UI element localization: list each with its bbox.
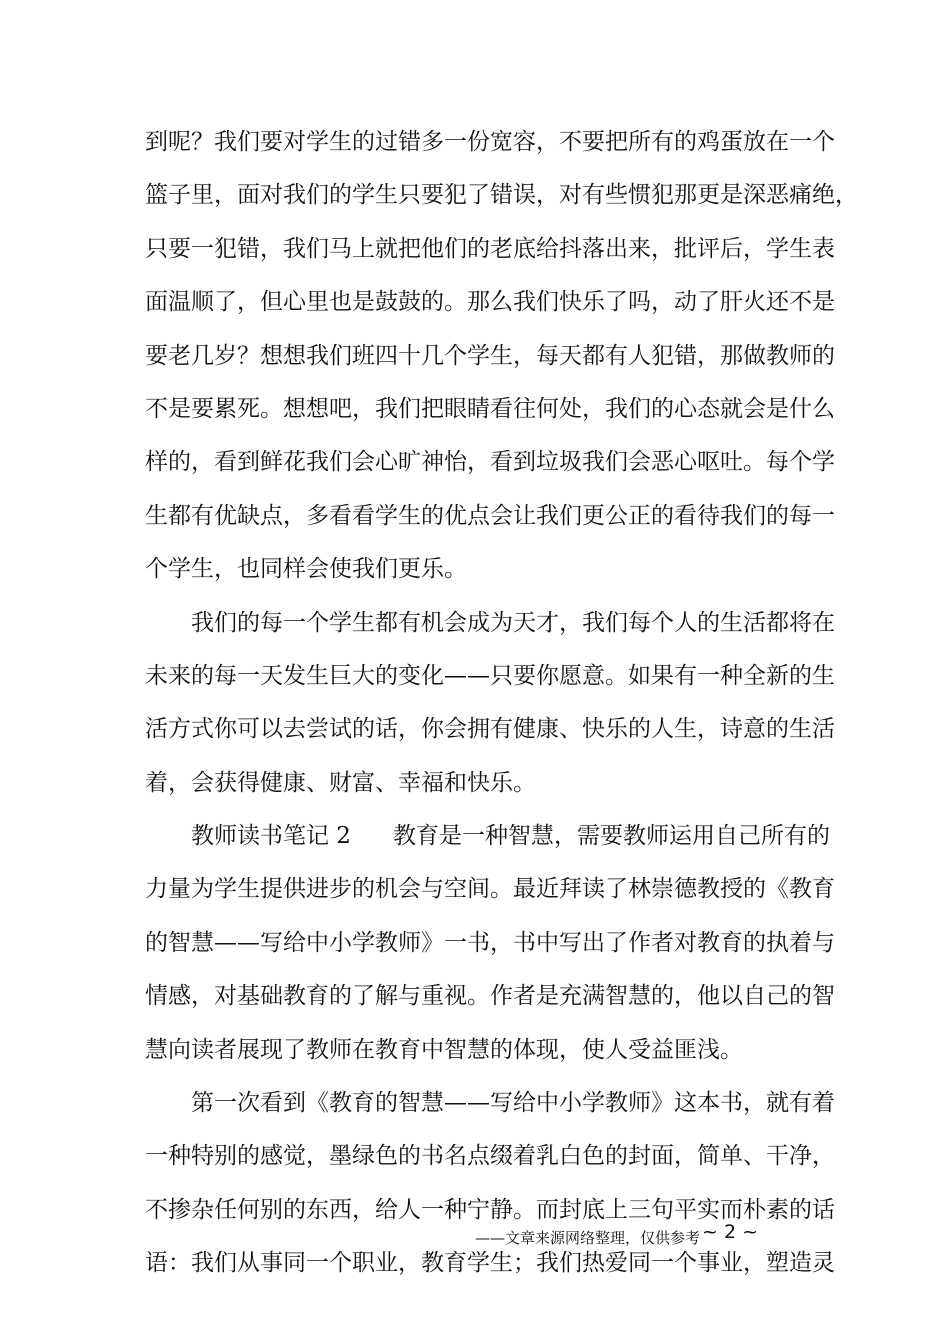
text-line: 一种特别的感觉，墨绿色的书名点缀着乳白色的封面，简单、干净， xyxy=(145,1143,835,1169)
footer-source-note: ——文章来源网络整理，仅供参考 xyxy=(475,1229,701,1247)
text-line: 个学生，也同样会使我们更乐。 xyxy=(145,556,467,582)
text-line: 未来的每一天发生巨大的变化——只要你愿意。如果有一种全新的生 xyxy=(145,663,835,689)
text-line: 的智慧——写给中小学教师》一书，书中写出了作者对教育的执着与 xyxy=(145,930,835,956)
text-line: 要老几岁？想想我们班四十几个学生，每天都有人犯错，那做教师的 xyxy=(145,343,835,369)
page-number: ~ 2 ~ xyxy=(702,1221,759,1243)
section-heading-line xyxy=(191,820,830,852)
text-line: 情感，对基础教育的了解与重视。作者是充满智慧的，他以自己的智 xyxy=(145,983,835,1009)
text-line: 面温顺了，但心里也是鼓鼓的。那么我们快乐了吗，动了肝火还不是 xyxy=(145,289,835,315)
text-line: 篮子里，面对我们的学生只要犯了错误，对有些惯犯那更是深恶痛绝， xyxy=(145,182,858,208)
text-line: 不掺杂任何别的东西，给人一种宁静。而封底上三句平实而朴素的话 xyxy=(145,1197,835,1223)
text-line: 样的，看到鲜花我们会心旷神怡，看到垃圾我们会恶心呕吐。每个学 xyxy=(145,449,835,475)
text-line: 着，会获得健康、财富、幸福和快乐。 xyxy=(145,770,536,796)
text-line: 活方式你可以去尝试的话，你会拥有健康、快乐的人生，诗意的生活 xyxy=(145,716,835,742)
paragraph-first-line: 第一次看到《教育的智慧——写给中小学教师》这本书，就有着 xyxy=(191,1090,835,1116)
paragraph-first-line: 我们的每一个学生都有机会成为天才，我们每个人的生活都将在 xyxy=(191,610,835,636)
text-line: 不是要累死。想想吧，我们把眼睛看往何处，我们的心态就会是什么 xyxy=(145,396,835,422)
section-heading: 教师读书笔记 2 xyxy=(191,823,351,849)
text-line: 力量为学生提供进步的机会与空间。最近拜读了林崇德教授的《教育 xyxy=(145,876,835,902)
text-line: 慧向读者展现了教师在教育中智慧的体现，使人受益匪浅。 xyxy=(145,1037,743,1063)
paragraph-start: 教育是一种智慧，需要教师运用自己所有的 xyxy=(392,823,830,849)
text-line: 只要一犯错，我们马上就把他们的老底给抖落出来，批评后，学生表 xyxy=(145,236,835,262)
text-line: 生都有优缺点，多看看学生的优点会让我们更公正的看待我们的每一 xyxy=(145,503,835,529)
text-line: 到呢？我们要对学生的过错多一份宽容，不要把所有的鸡蛋放在一个 xyxy=(145,129,835,155)
text-line: 语：我们从事同一个职业，教育学生；我们热爱同一个事业，塑造灵 xyxy=(145,1250,835,1276)
